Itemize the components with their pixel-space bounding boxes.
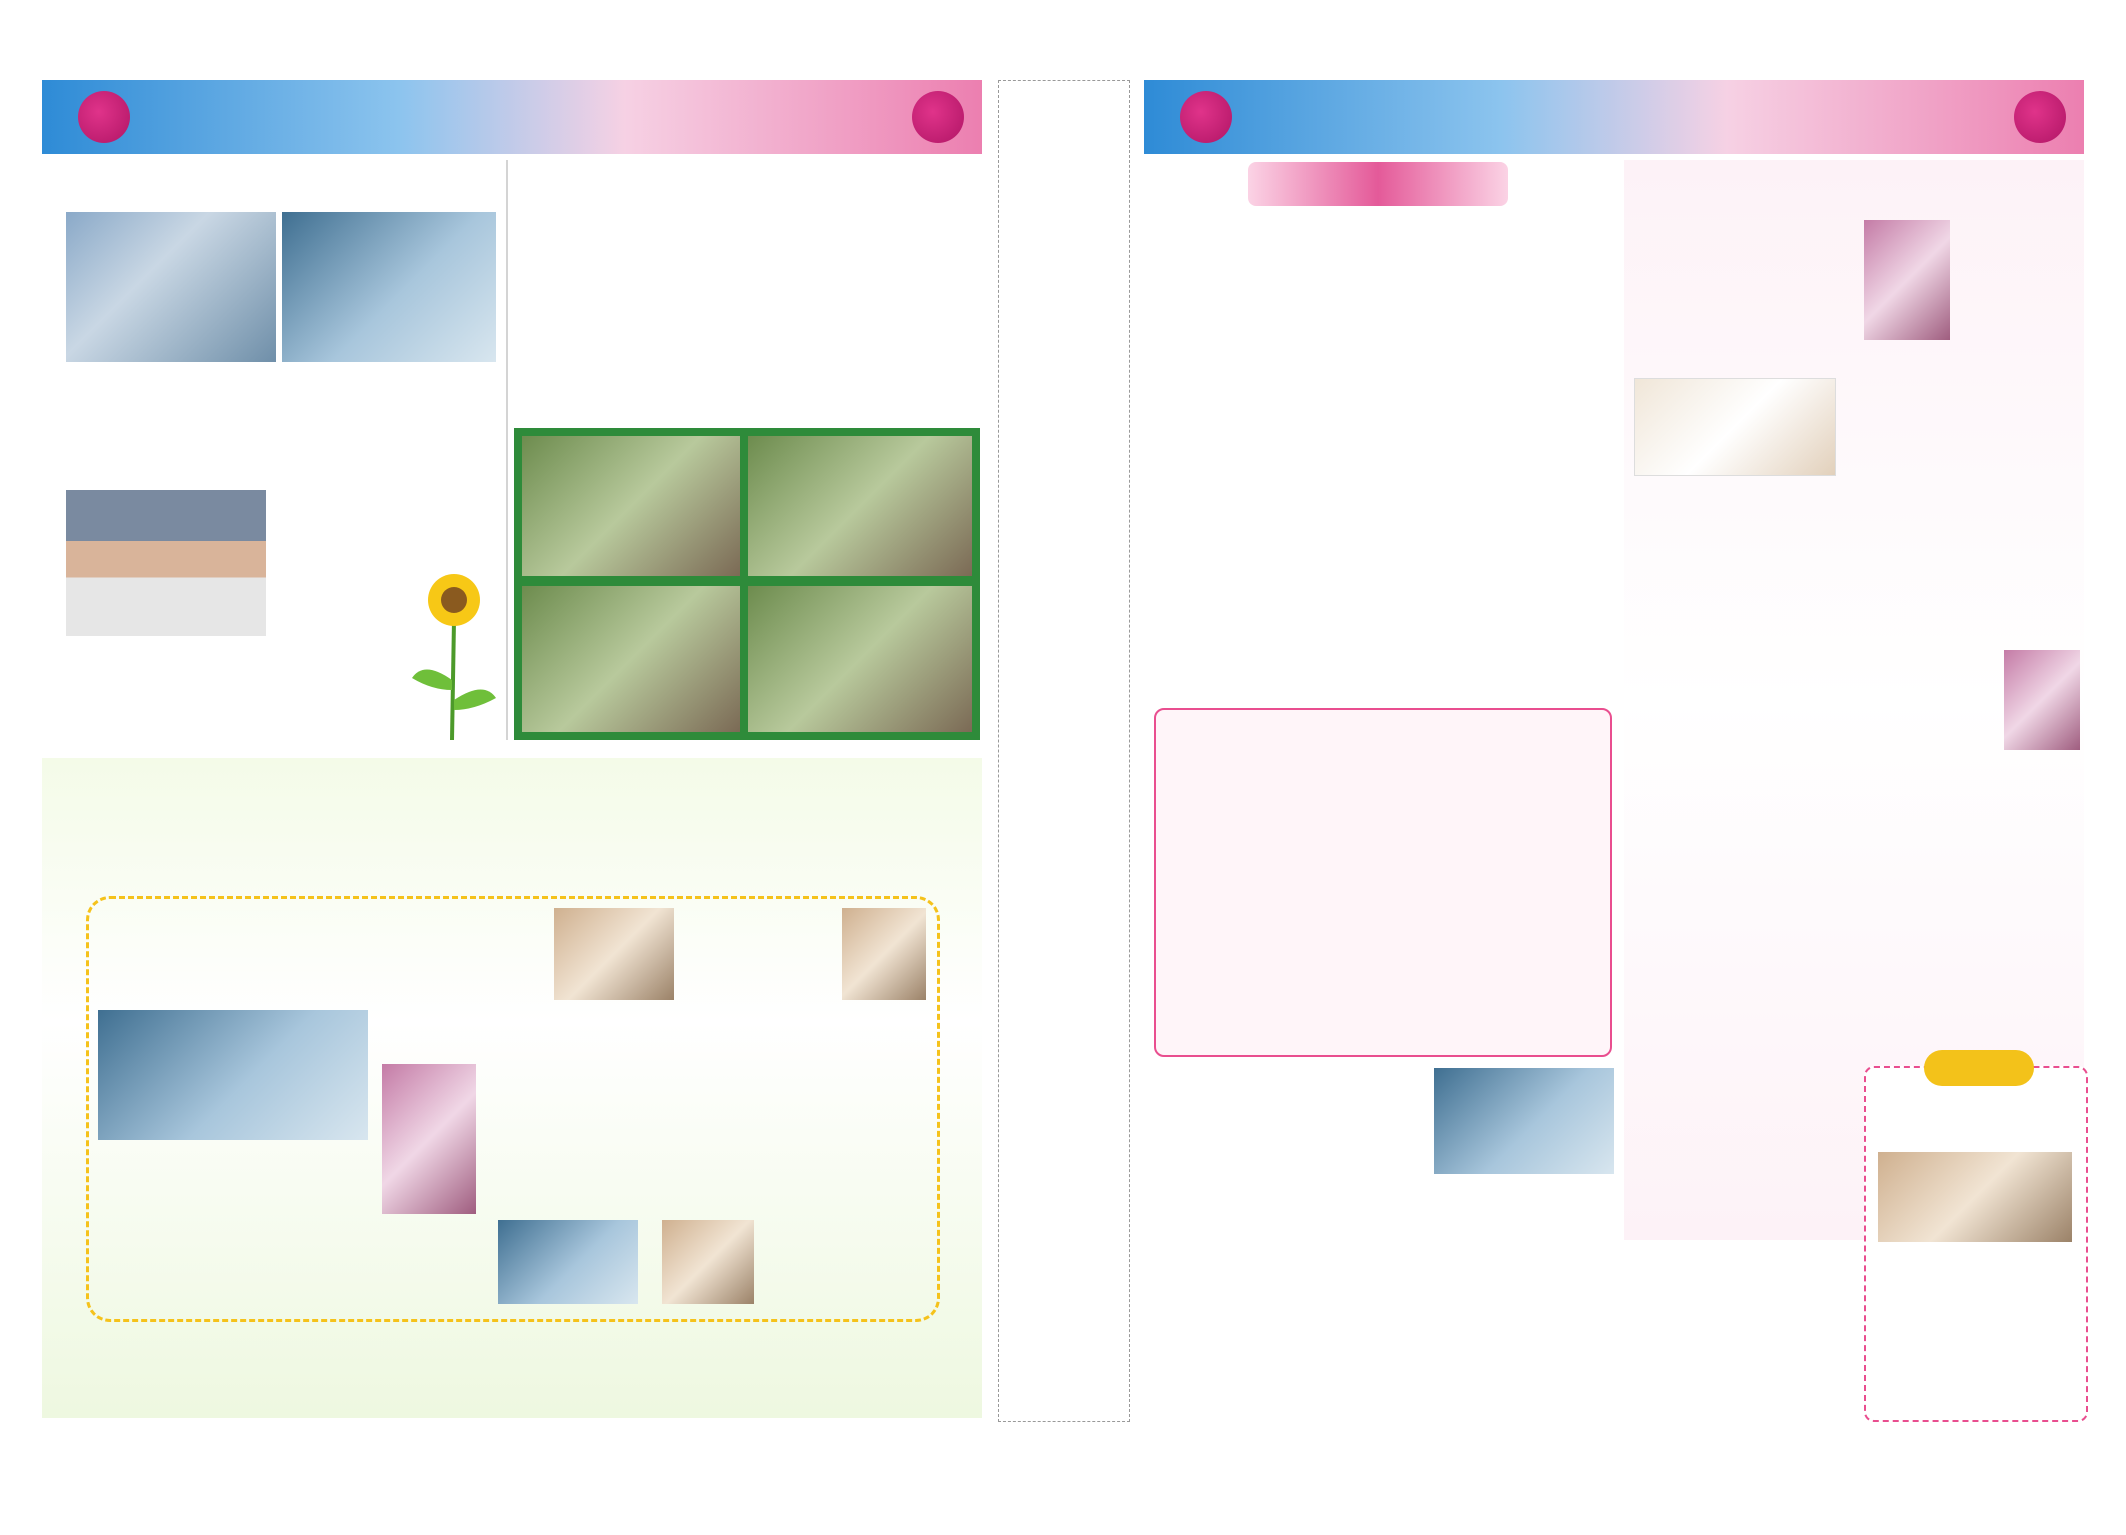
jumprope-photo: [842, 908, 926, 1000]
rescue-text-col2: [1630, 1066, 1850, 1106]
rescue-text-col1: [1214, 1202, 1424, 1412]
hospital-logo: [1180, 91, 1232, 143]
obstetrics-title-banner: [1248, 162, 1508, 206]
pingpong-photo: [498, 1220, 638, 1304]
nursing-text-delivery: [1864, 366, 2080, 466]
features-text: [1148, 452, 1376, 652]
doctors-list: [1164, 740, 1604, 1048]
maternal-logo: [912, 91, 964, 143]
obstetrics-text-col2: [1386, 218, 1612, 652]
sports-text-col6: [764, 1220, 912, 1316]
obstetrics-text-col1: [1148, 218, 1376, 428]
good-news-badge: [1924, 1050, 2034, 1086]
rescue-text-col2b: [1630, 1126, 1850, 1316]
activity-credit: [894, 382, 984, 402]
activity-photo: [522, 586, 740, 732]
side-experts-list: [1005, 161, 1123, 1411]
nursing-text-postpartum: [1864, 488, 2080, 808]
good-news-text2: [1880, 1248, 2076, 1324]
rescue-text-intro: [1214, 1066, 1424, 1176]
good-news-box: [1864, 1066, 2088, 1422]
nursing-text-right: [1954, 222, 2080, 342]
good-news-text3: [1880, 1328, 2076, 1416]
nursing-text-intro: [1626, 222, 1856, 372]
rescue-text-col2c: [1630, 1336, 1850, 1400]
activity-photo: [522, 436, 740, 576]
activity-text-col2: [754, 204, 978, 384]
basketball-photo: [554, 908, 674, 1000]
certificate-photo: [1634, 378, 1836, 476]
activity-article: [514, 160, 984, 750]
rescue-article-cont: [1624, 1062, 1854, 1418]
header-band-left: [42, 80, 982, 154]
side-column: [998, 80, 1130, 1422]
rescue-article: [1144, 1062, 1624, 1418]
maternal-logo: [2014, 91, 2066, 143]
hospital-logo: [78, 91, 130, 143]
rescue-credit: [1744, 1400, 1850, 1418]
activity-photo: [748, 436, 972, 576]
divider: [506, 160, 508, 740]
activity-photo-grid: [514, 428, 980, 740]
nursing-photo: [1864, 220, 1950, 340]
opening-photo: [98, 1010, 368, 1140]
sports-text-col1: [102, 908, 352, 1000]
sports-text-col5: [142, 1202, 462, 1358]
sports-article: [42, 758, 982, 1418]
meeting-photo: [282, 212, 496, 362]
header-band-right: [1144, 80, 2084, 154]
experts-box: [1154, 708, 1612, 1057]
obstetrics-article: [1144, 160, 1614, 720]
nursing-photo: [2004, 650, 2080, 750]
sports-text-col4: [484, 1070, 644, 1210]
ward-photo: [1878, 1152, 2072, 1242]
nursing-text-improve: [1864, 850, 2080, 1040]
sports-credit: [832, 1398, 932, 1416]
campaign-text-bottom: [46, 654, 266, 764]
nursing-text-team: [1626, 500, 1856, 790]
speaker-photo: [66, 490, 266, 636]
nursing-text-model: [1626, 836, 1856, 1076]
meeting-photo: [66, 212, 276, 362]
flower-decoration: [404, 560, 500, 740]
sports-text-col3: [684, 908, 834, 1208]
contacts-right: [1200, 1475, 2100, 1499]
award-photo: [662, 1220, 754, 1304]
contacts-left: [86, 1475, 986, 1499]
badminton-photo: [382, 1064, 476, 1214]
surgery-photo: [1434, 1068, 1614, 1174]
good-news-text: [1880, 1094, 2076, 1150]
sports-text-col2: [387, 908, 547, 1058]
awards-list: [92, 1358, 932, 1416]
activity-photo: [748, 586, 972, 732]
